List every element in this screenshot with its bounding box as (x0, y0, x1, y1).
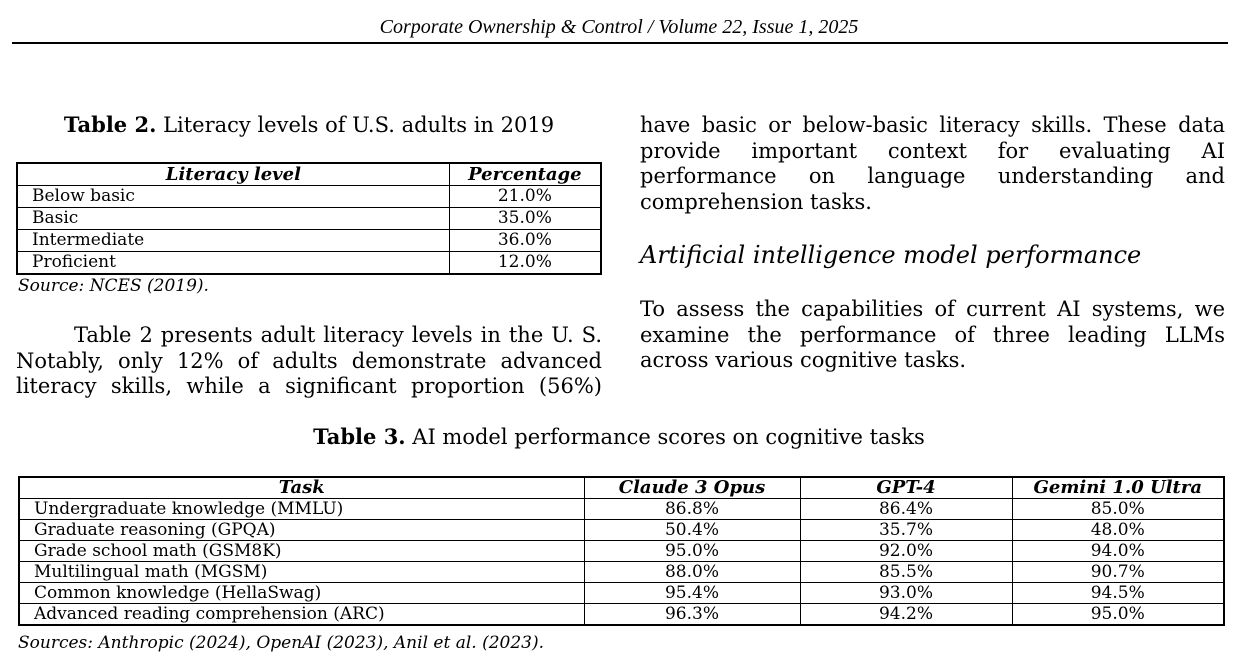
table3-header-gemini: Gemini 1.0 Ultra (1012, 477, 1224, 499)
table3-source: Sources: Anthropic (2024), OpenAI (2023), Anil et al. (2023). (18, 633, 545, 653)
table3-cell-task: Common knowledge (HellaSwag) (19, 583, 584, 604)
table3-cell-gpt4: 92.0% (800, 541, 1012, 562)
table3-cell-claude: 88.0% (584, 562, 800, 583)
table3-cell-gemini: 94.5% (1012, 583, 1224, 604)
table3-cell-gpt4: 86.4% (800, 499, 1012, 520)
table-row (19, 604, 1224, 626)
table2-caption-text: Literacy levels of U.S. adults in 2019 (156, 113, 555, 137)
table3-cell-task: Multilingual math (MGSM) (19, 562, 584, 583)
journal-running-header: Corporate Ownership & Control / Volume 22, Issue 1, 2025 (379, 16, 859, 38)
table3-cell-gemini: 85.0% (1012, 499, 1224, 520)
table-row (17, 230, 601, 252)
table3-cell-task: Grade school math (GSM8K) (19, 541, 584, 562)
table3-cell-task: Advanced reading comprehension (ARC) (19, 604, 584, 626)
table3-cell-task: Graduate reasoning (GPQA) (19, 520, 584, 541)
table2-cell-level: Basic (17, 208, 449, 230)
table-row (19, 499, 1224, 520)
table3-ai-performance (18, 476, 1225, 626)
table2-cell-level: Proficient (17, 252, 449, 275)
table3-header-gpt4: GPT-4 (800, 477, 1012, 499)
table3-cell-gemini: 48.0% (1012, 520, 1224, 541)
table2-header-literacy-level: Literacy level (17, 163, 449, 186)
table-row (19, 541, 1224, 562)
header-rule (12, 42, 1228, 44)
table3-cell-task: Undergraduate knowledge (MMLU) (19, 499, 584, 520)
table2-cell-level: Below basic (17, 186, 449, 208)
table3-cell-gpt4: 94.2% (800, 604, 1012, 626)
table3-cell-claude: 50.4% (584, 520, 800, 541)
table-row (19, 562, 1224, 583)
table3-cell-gpt4: 35.7% (800, 520, 1012, 541)
table3-header-task: Task (19, 477, 584, 499)
table3-cell-claude: 95.4% (584, 583, 800, 604)
table-row (19, 520, 1224, 541)
table2-cell-percentage: 36.0% (449, 230, 601, 252)
table2-caption (16, 112, 602, 137)
table2-caption-label: Table 2. (63, 112, 157, 137)
table2-header-row (17, 163, 601, 186)
table2-cell-percentage: 21.0% (449, 186, 601, 208)
table2-literacy-levels (16, 162, 602, 275)
table3-caption-text: AI model performance scores on cognitive tasks (405, 425, 925, 449)
table3-cell-claude: 95.0% (584, 541, 800, 562)
table2-source: Source: NCES (2019). (18, 276, 209, 296)
table3-header-row (19, 477, 1224, 499)
table-row (17, 208, 601, 230)
table3-cell-gpt4: 85.5% (800, 562, 1012, 583)
right-body-paragraph-2: To assess the capabilities of current AI systems, we examine the performance of three leading LLMs across various cognitive tasks. (640, 297, 1225, 372)
table2-cell-percentage: 35.0% (449, 208, 601, 230)
table3-caption (0, 424, 1238, 449)
table3-cell-gemini: 90.7% (1012, 562, 1224, 583)
right-body-paragraph-1: have basic or below-basic literacy skills. These data provide important context for evaluating AI performance on language understanding and comprehension tasks. (640, 113, 1225, 214)
table3-cell-gpt4: 93.0% (800, 583, 1012, 604)
table-row (17, 186, 601, 208)
left-body-paragraph: Table 2 presents adult literacy levels in the U. S. Notably, only 12% of adults demonstrate advanced literacy skills, while a significant proportion (56%) (16, 323, 602, 398)
section-heading: Artificial intelligence model performance (640, 241, 1142, 269)
table3-caption-label: Table 3. (313, 424, 406, 449)
table3-cell-gemini: 95.0% (1012, 604, 1224, 626)
table3-cell-gemini: 94.0% (1012, 541, 1224, 562)
table3-header-claude: Claude 3 Opus (584, 477, 800, 499)
table-row (19, 583, 1224, 604)
table2-cell-level: Intermediate (17, 230, 449, 252)
table3-cell-claude: 96.3% (584, 604, 800, 626)
table3-cell-claude: 86.8% (584, 499, 800, 520)
table2-header-percentage: Percentage (449, 163, 601, 186)
table2-cell-percentage: 12.0% (449, 252, 601, 275)
table-row (17, 252, 601, 275)
